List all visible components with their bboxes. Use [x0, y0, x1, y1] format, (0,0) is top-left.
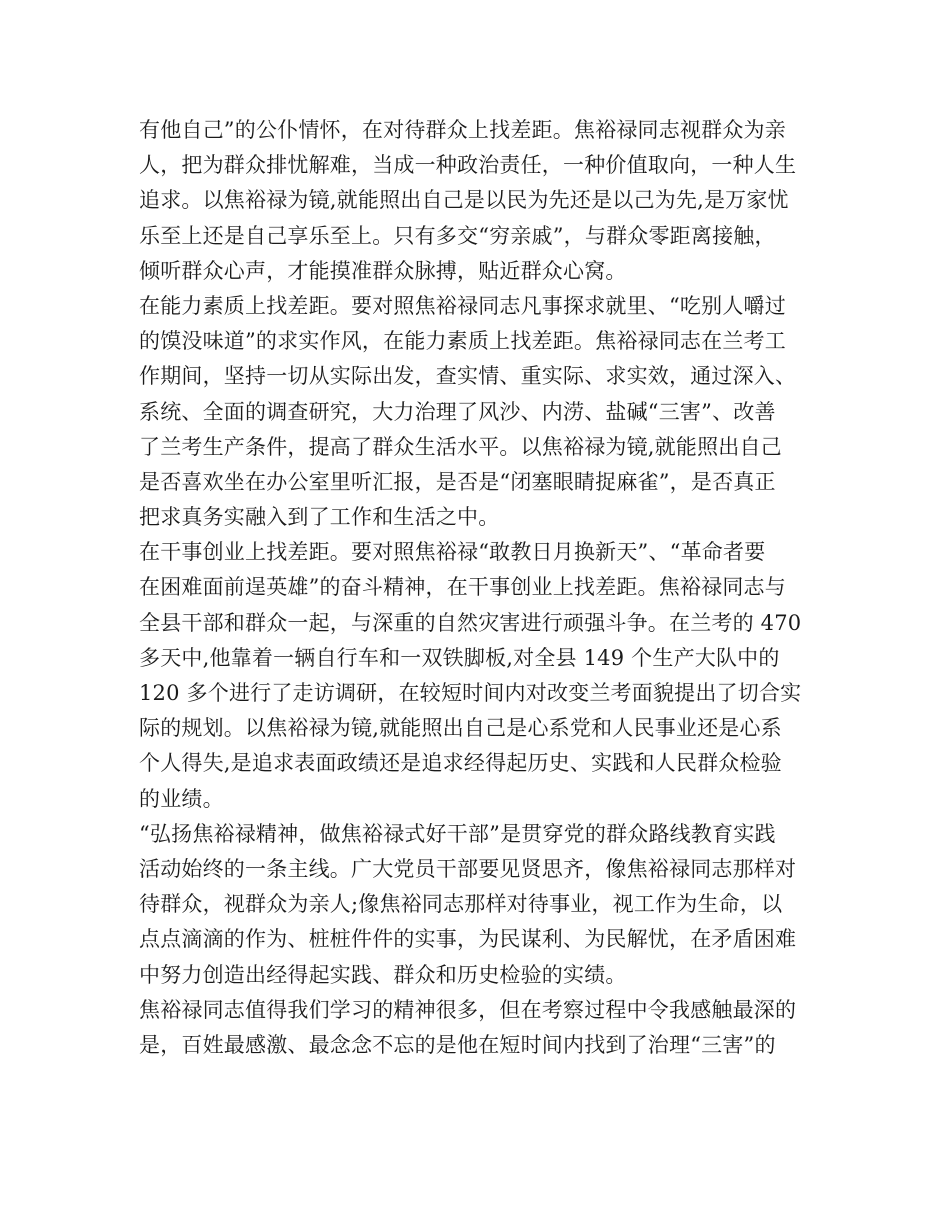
text-line: 际的规划。以焦裕禄为镜,就能照出自己是心系党和人民事业还是心系 — [139, 716, 782, 741]
text-line: 点点滴滴的作为、桩桩件件的实事，为民谋利、为民解忧，在矛盾困难 — [139, 927, 797, 952]
text-line: 是，百姓最感激、最念念不忘的是他在短时间内找到了治理“三害”的 — [139, 1032, 776, 1057]
text-line: 人，把为群众排忧解难，当成一种政治责任，一种价值取向，一种人生 — [139, 153, 797, 178]
text-line: 活动始终的一条主线。广大党员干部要见贤思齐，像焦裕禄同志那样对 — [139, 856, 797, 881]
text-line: 倾听群众心声，才能摸准群众脉搏，贴近群众心窝。 — [139, 258, 627, 283]
text-line: 的馍没味道”的求实作风，在能力素质上找差距。焦裕禄同志在兰考工 — [139, 329, 786, 354]
text-line: 个人得失,是追求表面政绩还是追求经得起历史、实践和人民群众检验 — [139, 751, 782, 776]
text-line: 了兰考生产条件，提高了群众生活水平。以焦裕禄为镜,就能照出自己 — [139, 434, 782, 459]
text-line: 追求。以焦裕禄为镜,就能照出自己是以民为先还是以己为先,是万家忧 — [139, 188, 789, 213]
text-line: 有他自己”的公仆情怀，在对待群众上找差距。焦裕禄同志视群众为亲 — [139, 118, 786, 142]
text-line: 在能力素质上找差距。要对照焦裕禄同志凡事探求就里、“吃别人嚼过 — [139, 293, 786, 318]
text-line: 把求真务实融入到了工作和生活之中。 — [139, 505, 500, 530]
document-body — [139, 113, 815, 1063]
text-line: 作期间，坚持一切从实际出发，查实情、重实际、求实效，通过深入、 — [139, 364, 797, 389]
text-line: 中努力创造出经得起实践、群众和历史检验的实绩。 — [139, 962, 627, 987]
text-line: 全县干部和群众一起，与深重的自然灾害进行顽强斗争。在兰考的 470 — [139, 610, 802, 635]
text-line: 乐至上还是自己享乐至上。只有多交“穷亲戚”，与群众零距离接触， — [139, 223, 776, 248]
text-line: 在干事创业上找差距。要对照焦裕禄“敢教日月换新天”、“革命者要 — [139, 540, 766, 565]
text-line: 在困难面前逞英雄”的奋斗精神，在干事创业上找差距。焦裕禄同志与 — [139, 575, 786, 600]
text-line: 多天中,他靠着一辆自行车和一双铁脚板,对全县 149 个生产大队中的 — [139, 645, 780, 670]
text-line: 是否喜欢坐在办公室里听汇报，是否是“闭塞眼睛捉麻雀”，是否真正 — [139, 469, 776, 494]
text-line: “弘扬焦裕禄精神，做焦裕禄式好干部”是贯穿党的群众路线教育实践 — [139, 821, 776, 846]
text-line: 焦裕禄同志值得我们学习的精神很多，但在考察过程中令我感触最深的 — [139, 997, 797, 1022]
text-line: 120 多个进行了走访调研，在较短时间内对改变兰考面貌提出了切合实 — [139, 681, 802, 705]
text-line: 的业绩。 — [139, 786, 224, 811]
text-line: 待群众，视群众为亲人;像焦裕同志那样对待事业，视工作为生命，以 — [139, 892, 783, 917]
text-line: 系统、全面的调查研究，大力治理了风沙、内涝、盐碱“三害”、改善 — [139, 399, 776, 424]
